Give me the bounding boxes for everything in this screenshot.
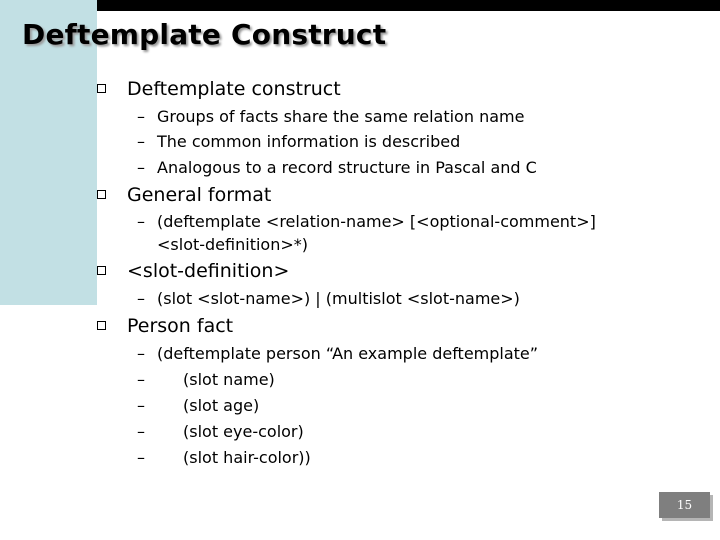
dash-icon: – [137,422,145,441]
bullet-deftemplate-construct [97,78,697,102]
code-line [137,422,697,442]
dash-icon: – [137,370,145,389]
code-line-text: (slot hair-color)) [183,448,311,467]
dash-icon: – [137,448,145,467]
sub-item-text: Groups of facts share the same relation name [157,107,525,126]
dash-icon: – [137,396,145,415]
square-bullet-icon [97,266,106,275]
dash-icon: – [137,212,145,231]
square-bullet-icon [97,190,106,199]
bullet-label: Deftemplate construct [127,78,341,100]
sub-item-text: (deftemplate person “An example deftemplate” [157,344,539,363]
dash-icon: – [137,107,145,126]
code-line [137,448,697,468]
bullet-general-format [97,184,697,208]
code-line [137,396,697,416]
bullet-person-fact [97,315,697,339]
code-line-text: (slot eye-color) [183,422,304,441]
square-bullet-icon [97,84,106,93]
sub-item [137,107,697,127]
code-line-text: (slot name) [183,370,275,389]
sub-item [137,132,697,152]
sub-item [137,289,697,309]
bullet-slot-definition [97,260,697,284]
sub-item-text: The common information is described [157,132,461,151]
sub-item [137,158,697,178]
square-bullet-icon [97,321,106,330]
code-line-text: (slot age) [183,396,260,415]
sub-item [137,212,697,232]
bullet-label: <slot-definition> [127,260,290,282]
top-bar [88,0,720,11]
dash-icon: – [137,158,145,177]
sub-item-continuation: <slot-definition>*) [157,235,308,254]
bullet-label: General format [127,184,272,206]
code-line [137,370,697,390]
sub-item-text: (deftemplate <relation-name> [<optional-comment>] [157,212,596,231]
sub-item-text: Analogous to a record structure in Pascal and C [157,158,537,177]
sub-item-text: (slot <slot-name>) | (multislot <slot-name>) [157,289,520,308]
dash-icon: – [137,132,145,151]
dash-icon: – [137,344,145,363]
page-number: 15 [659,492,710,518]
slide-title: Deftemplate Construct [22,18,387,51]
dash-icon: – [137,289,145,308]
sub-item [137,344,697,364]
bullet-label: Person fact [127,315,234,337]
